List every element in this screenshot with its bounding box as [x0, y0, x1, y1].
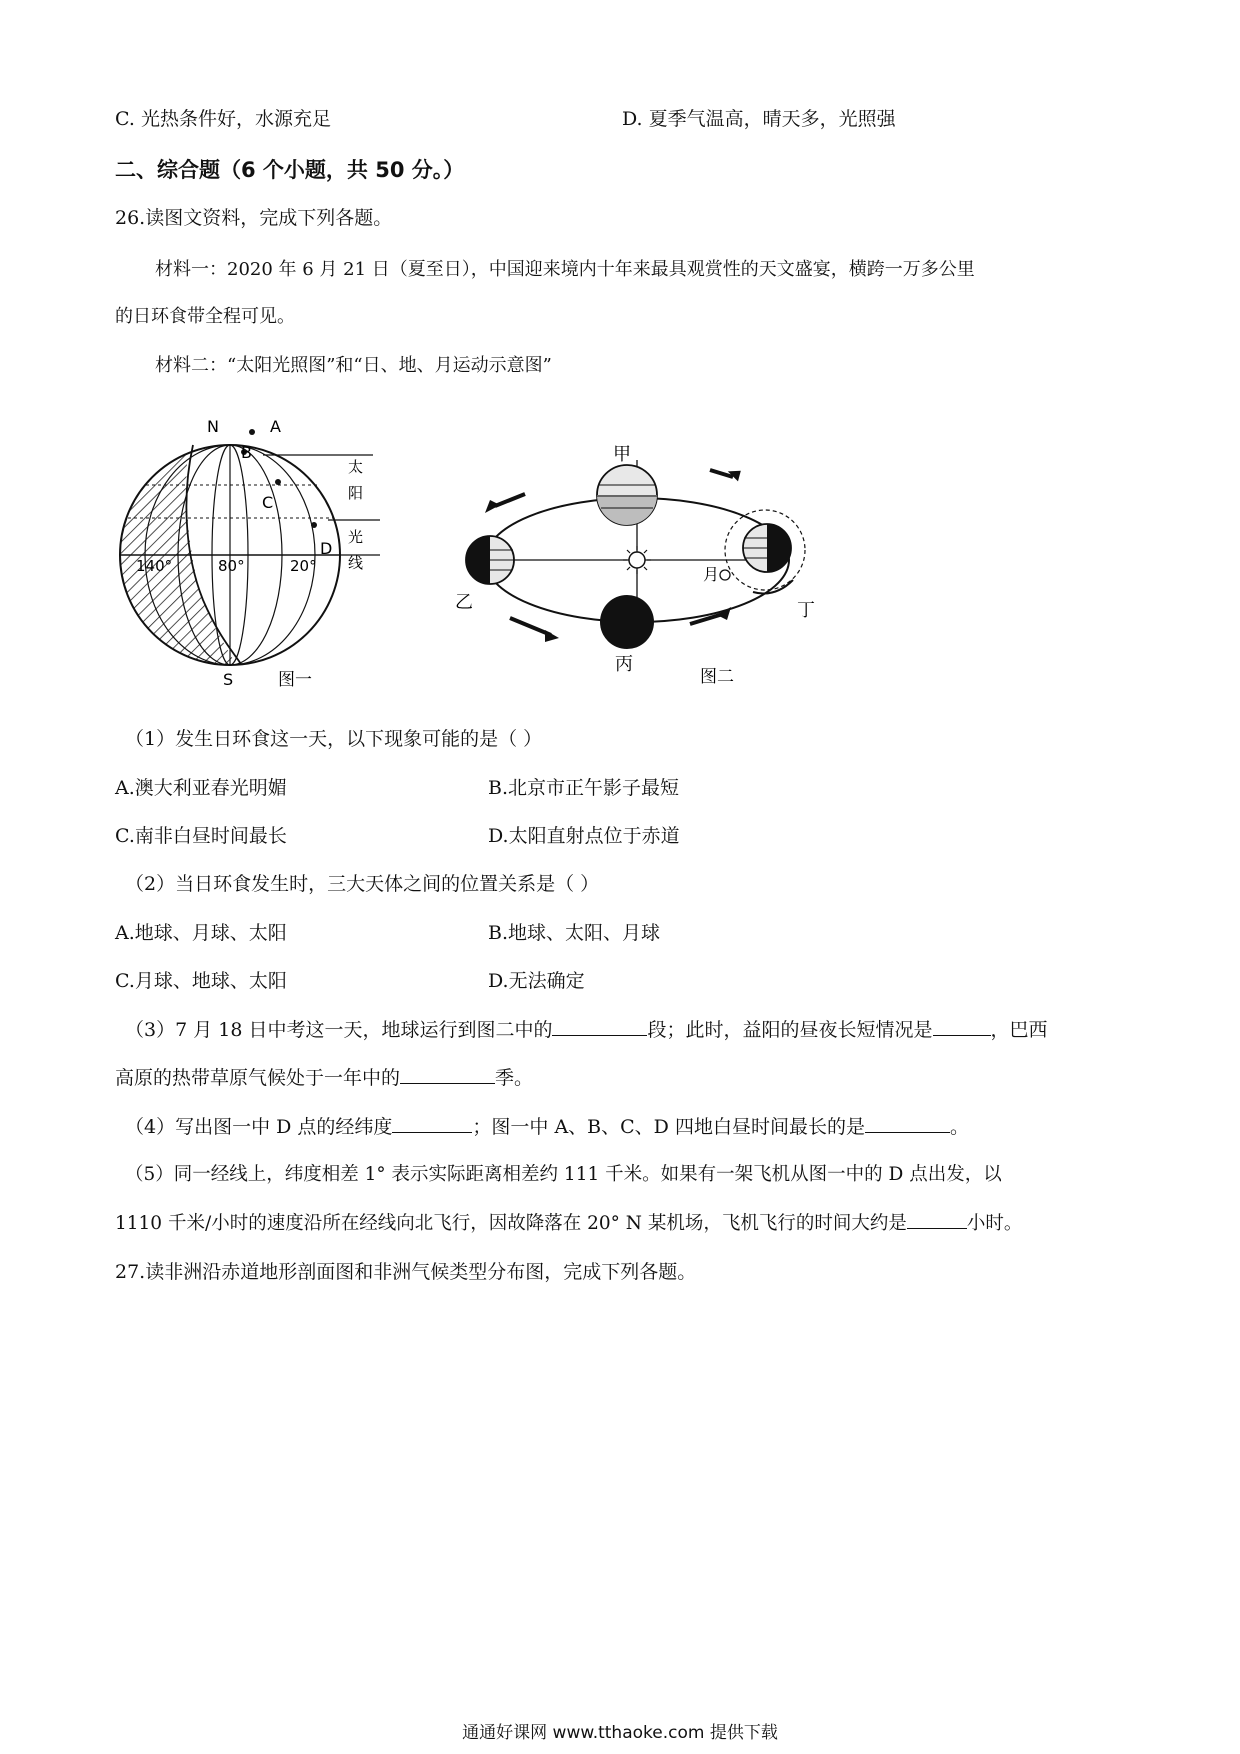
q26-sub2-question: （2）当日环食发生时，三大天体之间的位置关系是（ ）: [125, 873, 600, 895]
section-title: 二、综合题（6 个小题，共 50 分。）: [115, 158, 465, 182]
earth-position-bing: [600, 595, 654, 649]
q27-title: 27.读非洲沿赤道地形剖面图和非洲气候类型分布图，完成下列各题。: [115, 1261, 697, 1283]
label-yi: 乙: [455, 592, 473, 613]
answer-blank-coordinates[interactable]: [392, 1114, 472, 1133]
label-sunlight-4: 线: [348, 554, 364, 572]
q26-material1-line1: 材料一：2020 年 6 月 21 日（夏至日），中国迎来境内十年来最具观赏性的天文盛宴，横跨一万多公里: [155, 259, 975, 280]
label-point-c: C: [262, 493, 274, 512]
q26-sub3-line2: [115, 1064, 533, 1092]
q26-sub1-option-d: D.太阳直射点位于赤道: [488, 825, 680, 847]
label-point-b: B: [241, 443, 252, 462]
label-north: N: [207, 420, 219, 436]
q26-sub5-text-3: 小时。: [966, 1213, 1023, 1234]
q26-sub2-option-b: B.地球、太阳、月球: [488, 922, 661, 944]
moon-marker: [720, 570, 730, 580]
label-sunlight-3: 光: [348, 528, 364, 546]
label-ding: 丁: [797, 600, 815, 621]
label-sunlight-1: 太: [348, 458, 364, 476]
label-lon-80: 80°: [218, 557, 245, 575]
prev-option-d: D. 夏季气温高，晴天多，光照强: [622, 108, 896, 130]
q26-sub3-line1: [125, 1016, 1048, 1044]
prev-option-c: C. 光热条件好，水源充足: [115, 108, 331, 130]
point-c-marker: [275, 479, 281, 485]
earth-position-yi: [466, 536, 514, 584]
label-lon-20: 20°: [290, 557, 317, 575]
label-bing: 丙: [615, 654, 633, 675]
q26-sub1-option-c: C.南非白昼时间最长: [115, 825, 287, 847]
answer-blank-longest-day[interactable]: [865, 1114, 950, 1133]
q26-title: 26.读图文资料，完成下列各题。: [115, 207, 393, 229]
earth-position-jia: [597, 465, 657, 525]
q26-sub2-option-a: A.地球、月球、太阳: [115, 922, 287, 944]
label-point-d: D: [320, 539, 333, 558]
q26-material1-line2: 的日环食带全程可见。: [115, 306, 295, 327]
q26-sub3-text-3: ，巴西: [990, 1019, 1048, 1041]
answer-blank-season[interactable]: [400, 1065, 495, 1084]
q26-material2: 材料二：“太阳光照图”和“日、地、月运动示意图”: [155, 355, 552, 376]
answer-blank-flight-hours[interactable]: [907, 1210, 967, 1229]
q26-sub4: [125, 1113, 969, 1141]
answer-blank-orbit-segment[interactable]: [552, 1017, 647, 1036]
figure-1-illumination-globe: [118, 420, 408, 700]
earth-position-ding: [720, 510, 805, 594]
label-jia: 甲: [613, 444, 631, 465]
q26-sub1-option-b: B.北京市正午影子最短: [488, 777, 680, 799]
figure-2-orbit-diagram: [455, 430, 845, 700]
figure-1-caption: 图一: [278, 670, 312, 690]
q26-sub3-text-2: 段；此时，益阳的昼夜长短情况是: [647, 1019, 933, 1041]
label-south: S: [223, 670, 234, 689]
label-lon-140: 140°: [136, 557, 173, 575]
point-a-marker: [249, 429, 255, 435]
label-moon: 月: [703, 565, 720, 584]
q26-sub4-text-1: （4）写出图一中 D 点的经纬度: [125, 1116, 393, 1138]
q26-sub2-option-d: D.无法确定: [488, 970, 585, 992]
page-footer: 通通好课网 www.tthaoke.com 提供下载: [462, 1723, 778, 1743]
q26-sub1-question: （1）发生日环食这一天，以下现象可能的是（ ）: [125, 728, 543, 750]
label-sunlight-2: 阳: [348, 484, 364, 502]
q26-sub3-text-5: 季。: [495, 1067, 534, 1089]
q26-sub2-option-c: C.月球、地球、太阳: [115, 970, 287, 992]
q26-sub5-line1: （5）同一经线上，纬度相差 1° 表示实际距离相差约 111 千米。如果有一架飞机从图一中的 D 点出发，以: [125, 1164, 1002, 1185]
q26-sub5-text-2: 1110 千米/小时的速度沿所在经线向北飞行，因故降落在 20° N 某机场，飞机飞行的时间大约是: [115, 1213, 907, 1234]
q26-sub5-line2: [115, 1210, 1022, 1238]
q26-sub3-text-4: 高原的热带草原气候处于一年中的: [115, 1067, 401, 1089]
label-point-a: A: [270, 420, 281, 436]
q26-sub1-option-a: A.澳大利亚春光明媚: [115, 777, 287, 799]
point-d-marker: [311, 522, 317, 528]
q26-sub4-text-3: 。: [949, 1116, 969, 1138]
q26-sub3-text-1: （3）7 月 18 日中考这一天，地球运行到图二中的: [125, 1019, 553, 1041]
figure-2-caption: 图二: [700, 667, 734, 687]
q26-sub4-text-2: ；图一中 A、B、C、D 四地白昼时间最长的是: [472, 1116, 865, 1138]
answer-blank-day-night[interactable]: [933, 1017, 991, 1036]
